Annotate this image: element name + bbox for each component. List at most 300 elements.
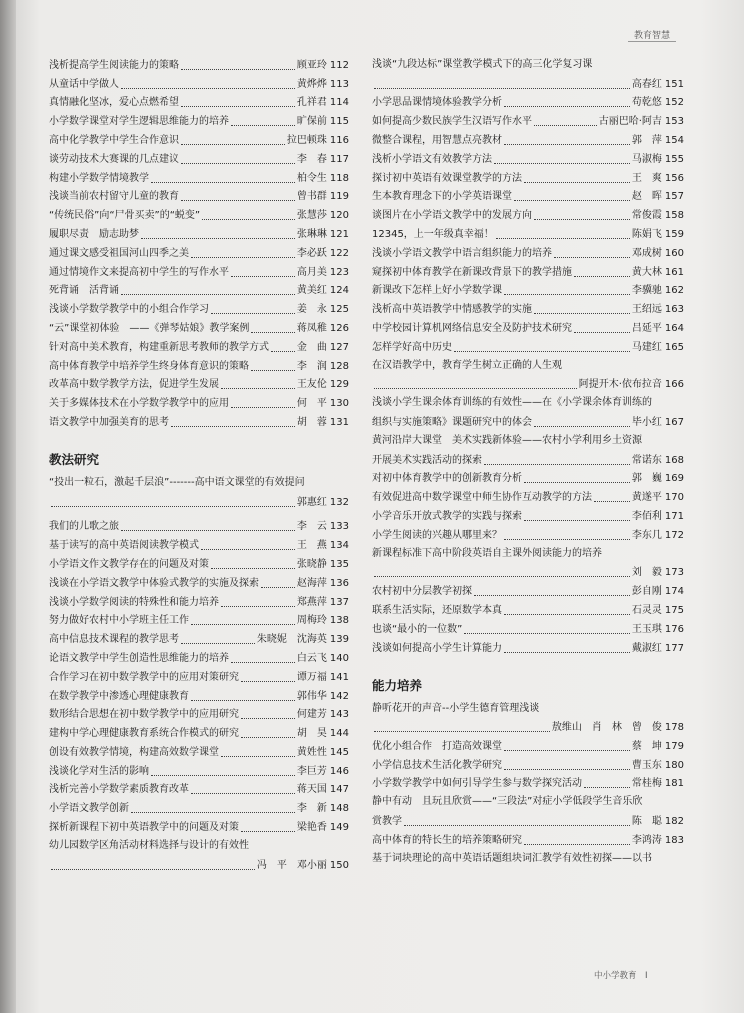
- toc-page-number: 160: [664, 247, 684, 259]
- dot-leader: [574, 276, 630, 277]
- toc-author: 郭 萍: [631, 134, 662, 146]
- toc-title: 通过情境作文来提高初中学生的写作水平: [49, 266, 229, 278]
- toc-author: 李鸿涛: [631, 834, 662, 846]
- toc-entry-153[interactable]: [372, 112, 684, 131]
- toc-page-number: 113: [329, 78, 349, 90]
- toc-entry-151[interactable]: [372, 75, 684, 94]
- toc-entry-183[interactable]: [372, 831, 684, 850]
- toc-entry-119[interactable]: [49, 188, 349, 207]
- toc-author: 黄大林: [631, 266, 662, 278]
- toc-entry-148[interactable]: [49, 799, 349, 818]
- toc-page-number: 180: [664, 759, 684, 771]
- toc-title: 创设有效教学情境，构建高效数学课堂: [49, 746, 219, 758]
- dot-leader: [504, 652, 630, 653]
- toc-entry-179[interactable]: [372, 737, 684, 756]
- toc-title: 对初中体育教学中的创新教育分析: [372, 473, 522, 485]
- toc-entry-134[interactable]: [49, 536, 349, 555]
- dot-leader: [121, 88, 295, 89]
- toc-page-number: 130: [329, 398, 349, 410]
- toc-author: 黄烨烨: [296, 78, 327, 90]
- toc-entry-166[interactable]: [372, 376, 684, 395]
- toc-author: 蒋天国: [296, 784, 327, 796]
- toc-page-number: 121: [329, 228, 349, 240]
- toc-author: 刘 毅: [631, 567, 662, 579]
- toc-entry-142[interactable]: [49, 687, 349, 706]
- toc-entry-161[interactable]: [372, 263, 684, 282]
- toc-page-number: 134: [329, 540, 349, 552]
- toc-page-number: 182: [664, 816, 684, 828]
- toc-author: 李东几: [631, 529, 662, 541]
- dot-leader: [574, 332, 630, 333]
- dot-leader: [221, 606, 295, 607]
- dot-leader: [404, 825, 630, 826]
- dot-leader: [504, 750, 630, 751]
- dot-leader: [524, 482, 630, 483]
- dot-leader: [121, 530, 295, 531]
- toc-entry-125[interactable]: [49, 300, 349, 319]
- dot-leader: [202, 219, 295, 220]
- toc-title: 改革高中数学教学方法，促进学生发展: [49, 379, 219, 391]
- toc-title: 小学数学教学中如何引导学生参与数学探究活动: [372, 778, 582, 790]
- toc-page-number: 138: [329, 615, 349, 627]
- toc-page-number: 183: [664, 834, 684, 846]
- toc-author: 胡 蓉: [296, 416, 327, 428]
- toc-entry-130[interactable]: [49, 394, 349, 413]
- toc-entry-140[interactable]: [49, 649, 349, 668]
- dot-leader: [51, 506, 295, 507]
- toc-page-number: 170: [664, 492, 684, 504]
- toc-author: 王 燕: [296, 540, 327, 552]
- toc-page-number: 173: [664, 567, 684, 579]
- toc-entry-150[interactable]: [49, 856, 349, 875]
- toc-entry-continued: 基于词块理论的高中英语话题组块词汇教学有效性初探——以书: [372, 852, 652, 864]
- dot-leader: [374, 88, 630, 89]
- toc-page-number: 133: [329, 521, 349, 533]
- dot-leader: [374, 576, 630, 577]
- toc-title: 在数学教学中渗透心理健康教育: [49, 690, 189, 702]
- toc-title: 开展美术实践活动的探索: [372, 454, 482, 466]
- toc-title: 浅析高中英语教学中情感教学的实施: [372, 304, 532, 316]
- toc-title: 小学音乐开放式教学的实践与探索: [372, 510, 522, 522]
- toc-entry-171[interactable]: [372, 507, 684, 526]
- toc-title: 关于多媒体技术在小学数学教学中的应用: [49, 398, 229, 410]
- dot-leader: [504, 614, 630, 615]
- dot-leader: [251, 332, 295, 333]
- toc-list-right-d: [372, 737, 684, 793]
- toc-title: 赏教学: [372, 816, 402, 828]
- toc-entry-147[interactable]: [49, 781, 349, 800]
- dot-leader: [524, 520, 630, 521]
- toc-entry-121[interactable]: [49, 225, 349, 244]
- toc-page-number: 167: [664, 416, 684, 428]
- dot-leader: [241, 831, 295, 832]
- toc-title: 履职尽责 励志助梦: [49, 228, 139, 240]
- toc-entry-136[interactable]: [49, 574, 349, 593]
- dot-leader: [191, 257, 295, 258]
- toc-entry-168[interactable]: [372, 451, 684, 470]
- page-binding-shadow: [0, 0, 16, 1013]
- toc-entry-169[interactable]: [372, 470, 684, 489]
- dot-leader: [181, 643, 255, 644]
- toc-title: 建构中学心理健康教育系统合作模式的研究: [49, 728, 239, 740]
- toc-page-number: 156: [664, 172, 684, 184]
- toc-title: 农村初中分层教学初探: [372, 586, 472, 598]
- toc-entry-152[interactable]: [372, 94, 684, 113]
- toc-entry-114[interactable]: [49, 94, 349, 113]
- toc-entry-174[interactable]: [372, 582, 684, 601]
- toc-page-number: 172: [664, 529, 684, 541]
- dot-leader: [191, 624, 295, 625]
- toc-author: 常诺东: [631, 454, 662, 466]
- toc-author: 朱晓妮 沈海英: [256, 634, 327, 646]
- toc-entry-180[interactable]: [372, 756, 684, 775]
- toc-entry-122[interactable]: [49, 244, 349, 263]
- toc-entry-182[interactable]: [372, 812, 684, 831]
- toc-author: 马建红: [631, 341, 662, 353]
- toc-page-number: 151: [664, 78, 684, 90]
- toc-entry-165[interactable]: [372, 338, 684, 357]
- toc-entry-146[interactable]: [49, 762, 349, 781]
- toc-author: 柏令生: [296, 172, 327, 184]
- toc-page-number: 114: [329, 97, 349, 109]
- dot-leader: [496, 238, 630, 239]
- dot-leader: [181, 106, 295, 107]
- toc-author: 拉巴顿珠: [286, 134, 327, 146]
- toc-entry-178[interactable]: [372, 718, 684, 737]
- toc-title: 浅谈当前农村留守儿童的教育: [49, 191, 179, 203]
- toc-page-number: 164: [664, 322, 684, 334]
- toc-title: 浅谈在小学语文教学中体验式教学的实施及探索: [49, 577, 259, 589]
- toc-author: 郭惠红: [296, 496, 327, 508]
- toc-right-column: [372, 56, 684, 869]
- dot-leader: [484, 464, 630, 465]
- toc-author: 阿提开木·依布拉音: [578, 379, 662, 391]
- toc-title: 小学语文作文教学存在的问题及对策: [49, 558, 209, 570]
- dot-leader: [374, 388, 577, 389]
- section-title-nengli: 能力培养: [372, 677, 423, 693]
- toc-entry-170[interactable]: [372, 488, 684, 507]
- toc-entry-137[interactable]: [49, 593, 349, 612]
- toc-page-number: 154: [664, 134, 684, 146]
- toc-title: 探析新课程下初中英语教学中的问题及对策: [49, 822, 239, 834]
- toc-page-number: 112: [329, 59, 349, 71]
- toc-entry-160[interactable]: [372, 244, 684, 263]
- toc-entry-line1: 浅谈小学生课余体育训练的有效性——在《小学课余体育训练的: [372, 397, 652, 409]
- dot-leader: [251, 370, 295, 371]
- toc-page-number: 150: [329, 859, 349, 871]
- toc-title: 浅谈如何提高小学生计算能力: [372, 642, 502, 654]
- toc-entry-126[interactable]: [49, 319, 349, 338]
- dot-leader: [554, 257, 630, 258]
- toc-page-number: 178: [664, 722, 684, 734]
- toc-left-column: [49, 56, 349, 875]
- toc-entry-line1: 静中有动 且玩且欣赏——“三段法”对症小学低段学生音乐欣: [372, 796, 643, 808]
- dot-leader: [231, 662, 295, 663]
- toc-author: 马淑梅: [631, 153, 662, 165]
- toc-entry-172[interactable]: [372, 526, 684, 545]
- section-title-jiaofa: 教法研究: [49, 451, 100, 467]
- toc-title: 浅析小学语文有效教学方法: [372, 153, 492, 165]
- toc-page-number: 174: [664, 586, 684, 598]
- toc-entry-181[interactable]: [372, 775, 684, 794]
- toc-entry-124[interactable]: [49, 282, 349, 301]
- toc-page-number: 142: [329, 690, 349, 702]
- toc-page-number: 118: [329, 172, 349, 184]
- toc-entry-167[interactable]: [372, 413, 684, 432]
- toc-title: 针对高中美术教育，构建重新思考教师的教学方式: [49, 341, 269, 353]
- toc-author: 王友伦: [296, 379, 327, 391]
- toc-author: 冯 平 邓小丽: [256, 859, 327, 871]
- toc-author: 胡 昊: [296, 728, 327, 740]
- toc-page-number: 155: [664, 153, 684, 165]
- toc-entry-177[interactable]: [372, 639, 684, 658]
- toc-entry-113[interactable]: [49, 75, 349, 94]
- dot-leader: [494, 163, 630, 164]
- toc-title: 语文教学中加强美育的思考: [49, 416, 169, 428]
- toc-author: 旷保前: [296, 116, 327, 128]
- toc-entry-line1: 浅谈“九段达标”课堂教学模式下的高三化学复习课: [372, 59, 593, 70]
- toc-title: 高中信息技术课程的教学思考: [49, 634, 179, 646]
- toc-entry-line1: 静听花开的声音--小学生德育管理浅谈: [372, 702, 540, 714]
- toc-page-number: 148: [329, 803, 349, 815]
- toc-entry-112[interactable]: [49, 56, 349, 75]
- dot-leader: [534, 219, 630, 220]
- toc-author: 梁艳香: [296, 822, 327, 834]
- toc-author: 蒋凤稚: [296, 322, 327, 334]
- toc-author: 李 春: [296, 153, 327, 165]
- toc-author: 李 新: [296, 803, 327, 815]
- toc-title: 优化小组合作 打造高效课堂: [372, 740, 502, 752]
- toc-page-number: 181: [664, 778, 684, 790]
- toc-author: 李骥驰: [631, 285, 662, 297]
- toc-title: 小学数学课堂对学生逻辑思维能力的培养: [49, 116, 229, 128]
- toc-entry-127[interactable]: [49, 338, 349, 357]
- toc-page-number: 136: [329, 577, 349, 589]
- toc-page-number: 149: [329, 822, 349, 834]
- toc-author: 郭伟华: [296, 690, 327, 702]
- dot-leader: [231, 276, 295, 277]
- toc-title: 微整合课程，用智慧点亮教材: [372, 134, 502, 146]
- toc-page-number: 176: [664, 623, 684, 635]
- toc-page-number: 135: [329, 558, 349, 570]
- toc-author: 金 曲: [296, 341, 327, 353]
- dot-leader: [51, 869, 255, 870]
- dot-leader: [221, 756, 295, 757]
- toc-page-number: 146: [329, 765, 349, 777]
- toc-author: 邓成树: [631, 247, 662, 259]
- dot-leader: [474, 595, 630, 596]
- toc-author: 何 平: [296, 398, 327, 410]
- toc-page-number: 175: [664, 604, 684, 616]
- toc-page-number: 127: [329, 341, 349, 353]
- toc-title: 小学生阅读的兴趣从哪里来？: [372, 529, 502, 541]
- toc-entry-123[interactable]: [49, 263, 349, 282]
- toc-author: 吕延平: [631, 322, 662, 334]
- dot-leader: [121, 294, 295, 295]
- toc-entry-115[interactable]: [49, 112, 349, 131]
- toc-page-number: 140: [329, 652, 349, 664]
- toc-author: 谭万福: [296, 671, 327, 683]
- toc-entry-158[interactable]: [372, 206, 684, 225]
- toc-title: 小学思品课情境体验教学分析: [372, 97, 502, 109]
- dot-leader: [211, 568, 295, 569]
- toc-author: 常俊霞: [631, 210, 662, 222]
- toc-author: 曾书群: [296, 191, 327, 203]
- toc-title: 有效促进高中数学课堂中师生协作互动教学的方法: [372, 492, 592, 504]
- dot-leader: [221, 388, 295, 389]
- toc-entry-149[interactable]: [49, 818, 349, 837]
- toc-title: 构建小学数学情境教学: [49, 172, 149, 184]
- dot-leader: [514, 200, 630, 201]
- toc-title: 组织与实施策略》课题研究中的体会: [372, 416, 532, 428]
- toc-author: 张晓静: [296, 558, 327, 570]
- toc-title: 努力做好农村中小学班主任工作: [49, 615, 189, 627]
- toc-entry-117[interactable]: [49, 150, 349, 169]
- toc-page-number: 168: [664, 454, 684, 466]
- toc-entry-118[interactable]: [49, 169, 349, 188]
- toc-author: 孔祥君: [296, 97, 327, 109]
- toc-page-number: 159: [664, 228, 684, 240]
- toc-page-number: 120: [329, 210, 349, 222]
- toc-title: 探讨初中英语有效课堂教学的方法: [372, 172, 522, 184]
- toc-title: 高中体育教学中培养学生终身体育意识的策略: [49, 360, 249, 372]
- toc-list-left-bottom: [49, 518, 349, 838]
- toc-page-number: 162: [664, 285, 684, 297]
- toc-entry-163[interactable]: [372, 300, 684, 319]
- toc-entry-line1: 在汉语教学中，教育学生树立正确的人生观: [372, 359, 562, 371]
- toc-title: 死背诵 活背诵: [49, 285, 119, 297]
- toc-title: 谈劳动技术大赛课的几点建议: [49, 153, 179, 165]
- dot-leader: [534, 426, 630, 427]
- toc-author: 何建芳: [296, 709, 327, 721]
- toc-entry-138[interactable]: [49, 612, 349, 631]
- dot-leader: [141, 238, 295, 239]
- toc-title: “云”课堂初体验 ——《弹琴姑娘》教学案例: [49, 322, 250, 334]
- toc-title: 合作学习在初中数学教学中的应用对策研究: [49, 671, 239, 683]
- dot-leader: [241, 681, 295, 682]
- dot-leader: [191, 700, 295, 701]
- dot-leader: [151, 775, 295, 776]
- toc-page-number: 132: [329, 496, 349, 508]
- toc-page-number: 165: [664, 341, 684, 353]
- header-tag: 教育智慧: [628, 28, 676, 42]
- dot-leader: [454, 351, 630, 352]
- dot-leader: [504, 106, 630, 107]
- toc-entry-162[interactable]: [372, 282, 684, 301]
- dot-leader: [181, 163, 295, 164]
- toc-entry-157[interactable]: [372, 188, 684, 207]
- toc-title: 我们的儿歌之旅: [49, 521, 119, 533]
- toc-author: 陈 聪: [631, 816, 662, 828]
- toc-title: 基于读写的高中英语阅读教学模式: [49, 540, 199, 552]
- toc-page-number: 145: [329, 746, 349, 758]
- toc-entry-159[interactable]: [372, 225, 684, 244]
- toc-entry-143[interactable]: [49, 706, 349, 725]
- toc-entry-135[interactable]: [49, 555, 349, 574]
- toc-page-number: 157: [664, 191, 684, 203]
- toc-entry-156[interactable]: [372, 169, 684, 188]
- toc-author: 戴淑红: [631, 642, 662, 654]
- toc-author: 王绍远: [631, 304, 662, 316]
- toc-entry-132[interactable]: [49, 493, 349, 512]
- toc-entry-133[interactable]: [49, 518, 349, 537]
- toc-author: 高春红: [631, 78, 662, 90]
- toc-entry-173[interactable]: [372, 564, 684, 583]
- toc-list-right-a: [372, 94, 684, 357]
- toc-entry-175[interactable]: [372, 601, 684, 620]
- toc-entry-129[interactable]: [49, 376, 349, 395]
- toc-author: 李 云: [296, 521, 327, 533]
- toc-author: 苟乾悠: [631, 97, 662, 109]
- toc-title: 怎样学好高中历史: [372, 341, 452, 353]
- toc-title: 生本教育理念下的小学英语课堂: [372, 191, 512, 203]
- toc-page-number: 166: [664, 379, 684, 391]
- toc-entry-128[interactable]: [49, 357, 349, 376]
- toc-entry-154[interactable]: [372, 131, 684, 150]
- dot-leader: [211, 313, 295, 314]
- dot-leader: [534, 313, 630, 314]
- toc-title: 数形结合思想在初中数学教学中的应用研究: [49, 709, 239, 721]
- toc-entry-141[interactable]: [49, 668, 349, 687]
- toc-entry-line1: 黄河沿岸大课堂 美术实践新体验——农村小学利用乡土资源: [372, 434, 642, 446]
- toc-list-right-c: [372, 582, 684, 657]
- toc-author: 蔡 坤: [631, 740, 662, 752]
- toc-page-number: 143: [329, 709, 349, 721]
- toc-author: 黄美红: [296, 285, 327, 297]
- toc-author: 顾亚玲: [296, 59, 327, 71]
- toc-entry-120[interactable]: [49, 206, 349, 225]
- toc-title: 小学语文教学创新: [49, 803, 129, 815]
- dot-leader: [504, 294, 630, 295]
- toc-title: 如何提高少数民族学生汉语写作水平: [372, 116, 532, 128]
- toc-page-number: 158: [664, 210, 684, 222]
- toc-entry-116[interactable]: [49, 131, 349, 150]
- toc-page-number: 125: [329, 304, 349, 316]
- toc-title: 浅谈小学语文教学中语言组织能力的培养: [372, 247, 552, 259]
- toc-entry-155[interactable]: [372, 150, 684, 169]
- toc-entry-176[interactable]: [372, 620, 684, 639]
- toc-author: 郑燕萍: [296, 596, 327, 608]
- toc-title: 浅谈小学数学阅读的特殊性和能力培养: [49, 596, 219, 608]
- toc-page-number: 122: [329, 247, 349, 259]
- dot-leader: [524, 182, 630, 183]
- dot-leader: [231, 125, 295, 126]
- toc-entry-145[interactable]: [49, 743, 349, 762]
- dot-leader: [594, 501, 630, 502]
- toc-page-number: 126: [329, 322, 349, 334]
- toc-entry-144[interactable]: [49, 724, 349, 743]
- dot-leader: [241, 737, 295, 738]
- toc-title: 也谈“最小的一位数”: [372, 623, 463, 635]
- toc-page-number: 116: [329, 134, 349, 146]
- dot-leader: [171, 426, 295, 427]
- toc-author: 陈娟飞: [631, 228, 662, 240]
- toc-title: 新课改下怎样上好小学数学课: [372, 285, 502, 297]
- dot-leader: [534, 125, 597, 126]
- toc-page-number: 163: [664, 304, 684, 316]
- dot-leader: [131, 812, 295, 813]
- toc-entry-131[interactable]: [49, 413, 349, 432]
- toc-entry-164[interactable]: [372, 319, 684, 338]
- dot-leader: [241, 718, 295, 719]
- toc-entry-139[interactable]: [49, 630, 349, 649]
- toc-title: 浅谈小学数学教学中的小组合作学习: [49, 304, 209, 316]
- toc-page-number: 117: [329, 153, 349, 165]
- dot-leader: [374, 731, 550, 732]
- toc-author: 姜 永: [296, 304, 327, 316]
- toc-author: 李必跃: [296, 247, 327, 259]
- toc-page-number: 129: [329, 379, 349, 391]
